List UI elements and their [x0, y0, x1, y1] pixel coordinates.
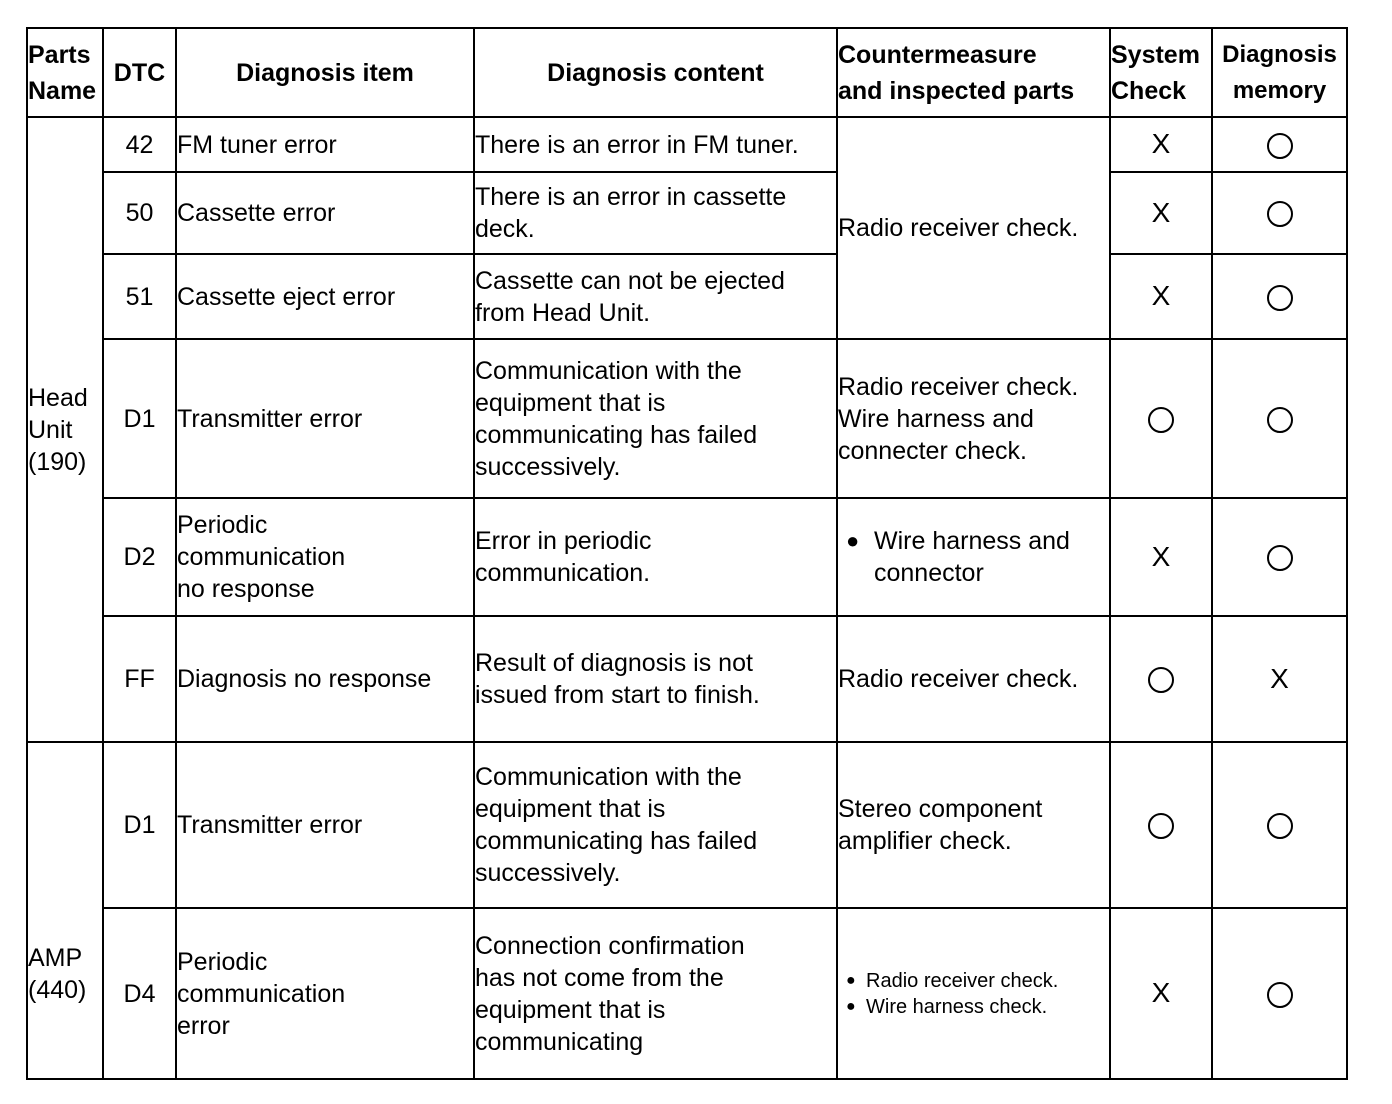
text-line: Stereo component: [838, 795, 1043, 823]
text-line: Communication with the: [475, 763, 742, 791]
countermeasure-cell: [837, 339, 1110, 498]
header-diagnosis-memory: Diagnosis memory: [1212, 28, 1347, 117]
diagnosis-content-cell: [474, 254, 837, 339]
text-line: Radio receiver check.: [838, 665, 1079, 693]
diagnosis-item-cell: [176, 172, 474, 254]
text-line: no response: [177, 575, 315, 603]
text-line: There is an error in FM tuner.: [475, 130, 799, 159]
diagnosis-item-cell: [176, 908, 474, 1079]
x-mark: X: [1151, 128, 1171, 159]
circle-mark-icon: [1267, 982, 1293, 1008]
text-line: Error in periodic: [475, 527, 652, 555]
system-check-cell: [1110, 172, 1212, 254]
header-diagnosis-item: Diagnosis item: [176, 28, 474, 117]
diagnosis-item-cell: [176, 254, 474, 339]
table-row: [27, 742, 1347, 908]
dtc-cell: D1: [103, 742, 176, 908]
dtc-cell: FF: [103, 616, 176, 742]
diagnosis-item-cell: [176, 339, 474, 498]
diagnosis-content-cell: [474, 616, 837, 742]
text-line: Cassette error: [177, 199, 336, 227]
system-check-cell: [1110, 498, 1212, 616]
circle-mark-icon: [1148, 813, 1174, 839]
diagnosis-content-cell: [474, 908, 837, 1079]
table-row: [27, 254, 1347, 339]
text-line: Diagnosis no response: [177, 665, 432, 693]
header-system-check: System Check: [1110, 28, 1212, 117]
text-line: communicating has failed: [475, 420, 758, 449]
countermeasure-cell: [837, 498, 1110, 616]
diagnosis-content-cell: [474, 117, 837, 172]
text-line: Communication with the: [475, 356, 742, 385]
text-line: successively.: [475, 859, 621, 887]
header-diagnosis-content: Diagnosis content: [474, 28, 837, 117]
text-line: FM tuner error: [177, 130, 337, 159]
diagnosis-item-cell: [176, 616, 474, 742]
text-line: successively.: [475, 452, 621, 481]
diagnosis-memory-cell: [1212, 172, 1347, 254]
x-mark: X: [1151, 280, 1171, 311]
text-line: Cassette can not be ejected: [475, 266, 785, 295]
dtc-cell: 42: [103, 117, 176, 172]
text-line: equipment that is: [475, 795, 666, 823]
text-line: from Head Unit.: [475, 298, 651, 327]
text-line: communication: [177, 543, 346, 571]
table-body: [27, 117, 1347, 1079]
dtc-cell: 50: [103, 172, 176, 254]
circle-mark-icon: [1267, 813, 1293, 839]
x-mark: X: [1151, 540, 1171, 572]
dtc-cell: D2: [103, 498, 176, 616]
diagnosis-memory-cell: [1212, 616, 1347, 742]
text-line: Result of diagnosis is not: [475, 649, 753, 677]
circle-mark-icon: [1267, 545, 1293, 571]
system-check-cell: [1110, 742, 1212, 908]
x-mark: X: [1151, 196, 1171, 228]
text-line: Head: [28, 383, 88, 412]
countermeasure-bullet-list: [838, 525, 1109, 589]
diagnosis-table: [26, 27, 1348, 1080]
table-row: [27, 339, 1347, 498]
table-row: [27, 616, 1347, 742]
header-parts-name: Parts Name: [27, 28, 103, 117]
header-row: [27, 28, 1347, 117]
countermeasure-cell: Radio receiver check.: [837, 117, 1110, 339]
text-line: Transmitter error: [177, 811, 363, 839]
x-mark: X: [1151, 977, 1171, 1008]
diagnosis-memory-cell: [1212, 498, 1347, 616]
diagnosis-content-cell: [474, 498, 837, 616]
text-line: deck.: [475, 215, 535, 243]
system-check-cell: [1110, 117, 1212, 172]
diagnosis-memory-cell: [1212, 742, 1347, 908]
circle-mark-icon: [1267, 201, 1293, 227]
bullet-item: ● Wire harness and connector: [846, 525, 1109, 589]
text-line: equipment that is: [475, 995, 666, 1024]
text-line: has not come from the: [475, 963, 724, 992]
table-row: [27, 172, 1347, 254]
text-line: (190): [28, 447, 87, 476]
text-line: (440): [28, 976, 87, 1004]
dtc-cell: 51: [103, 254, 176, 339]
text-line: Unit: [28, 415, 73, 444]
countermeasure-cell: [837, 616, 1110, 742]
system-check-cell: [1110, 908, 1212, 1079]
text-line: Periodic: [177, 947, 268, 976]
text-line: error: [177, 1011, 230, 1040]
countermeasure-cell: [837, 908, 1110, 1079]
diagnosis-content-cell: [474, 172, 837, 254]
diagnosis-memory-cell: [1212, 117, 1347, 172]
text-line: Radio receiver check.: [838, 372, 1079, 401]
bullet-item: ● Radio receiver check.: [846, 968, 1109, 994]
diagnosis-item-cell: [176, 117, 474, 172]
bullet-item: ● Wire harness check.: [846, 994, 1109, 1020]
header-dtc: DTC: [103, 28, 176, 117]
diagnosis-memory-cell: [1212, 339, 1347, 498]
text-line: Periodic: [177, 511, 268, 539]
text-line: Wire harness and: [838, 404, 1034, 433]
x-mark: X: [1270, 662, 1289, 694]
circle-mark-icon: [1148, 407, 1174, 433]
diagnosis-content-cell: [474, 339, 837, 498]
text-line: equipment that is: [475, 388, 666, 417]
table-row: [27, 908, 1347, 1079]
parts-name-cell: [27, 742, 103, 1079]
system-check-cell: [1110, 254, 1212, 339]
system-check-cell: [1110, 616, 1212, 742]
diagnosis-item-cell: [176, 742, 474, 908]
text-line: There is an error in cassette: [475, 183, 787, 211]
text-line: communication: [177, 979, 346, 1008]
diagnosis-memory-cell: [1212, 254, 1347, 339]
text-line: communicating: [475, 1027, 644, 1056]
dtc-cell: D1: [103, 339, 176, 498]
system-check-cell: [1110, 339, 1212, 498]
diagnosis-content-cell: [474, 742, 837, 908]
circle-mark-icon: [1267, 133, 1293, 159]
diagnosis-item-cell: [176, 498, 474, 616]
countermeasure-bullet-list: [838, 968, 1109, 1020]
text-line: communicating has failed: [475, 827, 758, 855]
text-line: connecter check.: [838, 436, 1027, 465]
text-line: Cassette eject error: [177, 282, 396, 311]
diagnosis-memory-cell: [1212, 908, 1347, 1079]
dtc-cell: D4: [103, 908, 176, 1079]
circle-mark-icon: [1267, 285, 1293, 311]
table-row: [27, 498, 1347, 616]
text-line: Transmitter error: [177, 404, 363, 433]
text-line: AMP: [28, 944, 83, 972]
text-line: amplifier check.: [838, 827, 1012, 855]
circle-mark-icon: [1267, 407, 1293, 433]
text-line: issued from start to finish.: [475, 681, 760, 709]
countermeasure-cell: [837, 742, 1110, 908]
header-countermeasure: Countermeasure and inspected parts: [837, 28, 1110, 117]
text-line: communication.: [475, 559, 651, 587]
table-row: [27, 117, 1347, 172]
circle-mark-icon: [1148, 667, 1174, 693]
text-line: Connection confirmation: [475, 931, 745, 960]
parts-name-cell: [27, 117, 103, 742]
